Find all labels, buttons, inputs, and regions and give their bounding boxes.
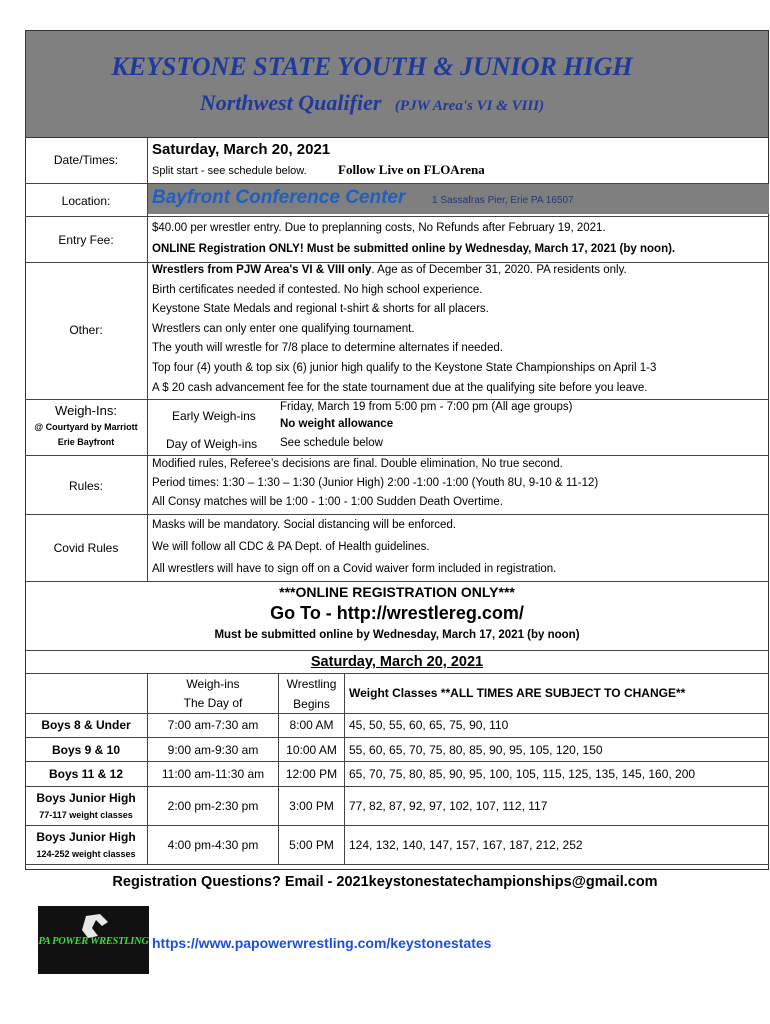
schedule-group-sub: 77-117 weight classes bbox=[39, 810, 133, 820]
early-weighins-time: Friday, March 19 from 5:00 pm - 7:00 pm (All age groups) bbox=[280, 401, 573, 413]
eligible-areas: Wrestlers from PJW Area's VI & VIII only bbox=[152, 264, 372, 276]
covid-label: Covid Rules bbox=[53, 541, 119, 555]
weighins-location-2: Erie Bayfront bbox=[57, 437, 115, 447]
schedule-weighins: 11:00 am-11:30 am bbox=[161, 767, 265, 781]
pa-power-wrestling-logo bbox=[38, 906, 149, 974]
rules-line: Modified rules, Referee’s decisions are final. Double elimination, No true second. bbox=[152, 458, 563, 470]
day-of-weighins-text: See schedule below bbox=[280, 437, 383, 449]
schedule-row-divider bbox=[25, 864, 769, 865]
schedule-begins: 3:00 PM bbox=[289, 799, 334, 813]
row-divider bbox=[25, 216, 769, 217]
col-weighins-1: Weigh-ins bbox=[186, 677, 240, 691]
venue-name: Bayfront Conference Center bbox=[152, 187, 406, 208]
event-subtitle: Northwest Qualifier bbox=[199, 90, 382, 115]
rules-line: All Consy matches will be 1:00 - 1:00 - 1:00 Sudden Death Overtime. bbox=[152, 496, 503, 508]
col-weighins-2: The Day of bbox=[183, 696, 243, 710]
schedule-row-divider bbox=[25, 825, 769, 826]
row-divider bbox=[25, 581, 769, 582]
rules-label: Rules: bbox=[68, 479, 103, 493]
schedule-weights: 55, 60, 65, 70, 75, 80, 85, 90, 95, 105, 120, 150 bbox=[349, 743, 603, 757]
schedule-begins: 12:00 PM bbox=[285, 767, 338, 781]
covid-line: Masks will be mandatory. Social distancing will be enforced. bbox=[152, 519, 457, 531]
registration-url[interactable]: Go To - http://wrestlereg.com/ bbox=[270, 603, 524, 623]
schedule-date: Saturday, March 20, 2021 bbox=[310, 654, 484, 670]
schedule-group-sub: 124-252 weight classes bbox=[36, 849, 136, 859]
other-line: Wrestlers can only enter one qualifying tournament. bbox=[152, 323, 415, 335]
schedule-group: Boys Junior High bbox=[36, 830, 136, 844]
row-divider bbox=[25, 262, 769, 263]
row-divider bbox=[25, 650, 769, 651]
schedule-row-divider bbox=[25, 713, 769, 714]
no-weight-allowance: No weight allowance bbox=[280, 418, 394, 430]
schedule-weighins: 4:00 pm-4:30 pm bbox=[167, 838, 259, 852]
other-line bbox=[152, 264, 627, 276]
age-residency: . Age as of December 31, 2020. PA residents only. bbox=[371, 264, 627, 276]
online-registration-heading: ***ONLINE REGISTRATION ONLY*** bbox=[279, 584, 515, 600]
schedule-date-divider bbox=[25, 673, 769, 674]
row-divider bbox=[25, 455, 769, 456]
other-line: Keystone State Medals and regional t-shirt & shorts for all placers. bbox=[152, 303, 489, 315]
covid-line: We will follow all CDC & PA Dept. of Health guidelines. bbox=[152, 541, 430, 553]
day-of-weighins-label: Day of Weigh-ins bbox=[166, 437, 258, 451]
online-registration-line: ONLINE Registration ONLY! Must be submitted online by Wednesday, March 17, 2021 (by noon). bbox=[152, 243, 676, 255]
other-label: Other: bbox=[69, 323, 103, 337]
split-start-note: Split start - see schedule below. bbox=[152, 165, 307, 177]
datetime-label: Date/Times: bbox=[53, 153, 119, 167]
row-divider bbox=[25, 514, 769, 515]
other-line: Top four (4) youth & top six (6) junior high qualify to the Keystone State Championships on April 1-3 bbox=[152, 362, 657, 374]
registration-deadline: Must be submitted online by Wednesday, March 17, 2021 (by noon) bbox=[214, 629, 580, 641]
weighins-label: Weigh-Ins: bbox=[55, 403, 117, 418]
schedule-weighins: 7:00 am-7:30 am bbox=[167, 718, 259, 732]
schedule-begins: 10:00 AM bbox=[286, 743, 337, 757]
schedule-weights: 65, 70, 75, 80, 85, 90, 95, 100, 105, 115, 125, 135, 145, 160, 200 bbox=[349, 767, 696, 781]
schedule-weighins: 2:00 pm-2:30 pm bbox=[167, 799, 259, 813]
schedule-weights: 77, 82, 87, 92, 97, 102, 107, 112, 117 bbox=[349, 799, 548, 813]
entry-fee-line: $40.00 per wrestler entry. Due to preplanning costs, No Refunds after February 19, 2021. bbox=[152, 222, 606, 234]
other-line: A $ 20 cash advancement fee for the state tournament due at the qualifying site before you leave. bbox=[152, 382, 648, 394]
event-subtitle-note: (PJW Area's VI & VIII) bbox=[394, 98, 545, 114]
schedule-group: Boys 9 & 10 bbox=[51, 743, 121, 757]
schedule-group: Boys 8 & Under bbox=[41, 718, 131, 732]
weighins-location-1: @ Courtyard by Marriott bbox=[34, 422, 138, 432]
logo-text: PA POWER WRESTLING bbox=[38, 936, 149, 947]
early-weighins-label: Early Weigh-ins bbox=[172, 409, 256, 423]
covid-line: All wrestlers will have to sign off on a Covid waiver form included in registration. bbox=[152, 563, 557, 575]
schedule-begins: 5:00 PM bbox=[289, 838, 334, 852]
col-weight-classes: Weight Classes **ALL TIMES ARE SUBJECT TO CHANGE** bbox=[349, 686, 686, 700]
schedule-weights: 124, 132, 140, 147, 157, 167, 187, 212, 252 bbox=[349, 838, 583, 852]
schedule-col-divider bbox=[344, 673, 345, 865]
event-date: Saturday, March 20, 2021 bbox=[152, 141, 331, 158]
schedule-begins: 8:00 AM bbox=[289, 718, 334, 732]
col-wrestling-1: Wrestling bbox=[286, 677, 337, 691]
schedule-row-divider bbox=[25, 761, 769, 762]
schedule-group: Boys 11 & 12 bbox=[48, 767, 124, 781]
website-link[interactable]: https://www.papowerwrestling.com/keystonestates bbox=[152, 935, 492, 951]
rules-line: Period times: 1:30 – 1:30 – 1:30 (Junior High) 2:00 -1:00 -1:00 (Youth 8U, 9-10 & 11-12) bbox=[152, 477, 599, 489]
schedule-weights: 45, 50, 55, 60, 65, 75, 90, 110 bbox=[349, 718, 509, 732]
schedule-row-divider bbox=[25, 737, 769, 738]
registration-questions-email[interactable]: Registration Questions? Email - 2021keystonestatechampionships@gmail.com bbox=[112, 874, 658, 890]
flo-arena-follow: Follow Live on FLOArena bbox=[338, 162, 485, 177]
location-label: Location: bbox=[61, 194, 111, 208]
other-line: The youth will wrestle for 7/8 place to determine alternates if needed. bbox=[152, 342, 503, 354]
event-title: KEYSTONE STATE YOUTH & JUNIOR HIGH bbox=[111, 52, 633, 81]
schedule-group: Boys Junior High bbox=[36, 791, 136, 805]
entry-fee-label: Entry Fee: bbox=[58, 233, 114, 247]
venue-address: 1 Sassafras Pier, Erie PA 16507 bbox=[432, 195, 574, 206]
schedule-weighins: 9:00 am-9:30 am bbox=[167, 743, 259, 757]
col-wrestling-2: Begins bbox=[293, 697, 330, 711]
other-line: Birth certificates needed if contested. No high school experience. bbox=[152, 284, 483, 296]
schedule-row-divider bbox=[25, 786, 769, 787]
row-divider bbox=[25, 399, 769, 400]
